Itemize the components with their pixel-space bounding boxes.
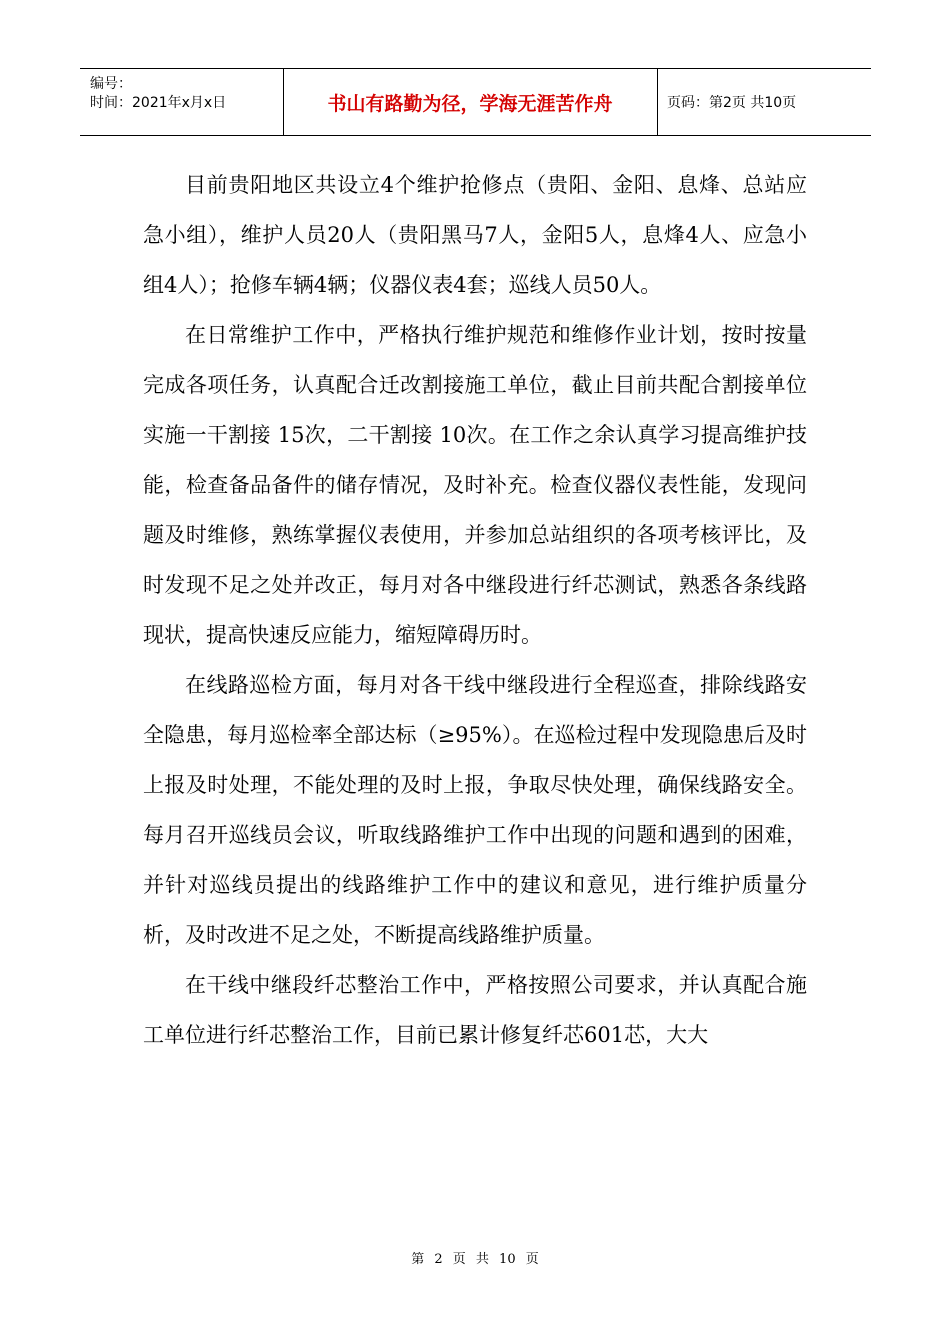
- page-header: [80, 68, 871, 136]
- paragraph: 在日常维护工作中，严格执行维护规范和维修作业计划，按时按量完成各项任务，认真配合迁改割接施工单位，截止目前共配合割接单位实施一干割接 15次，二干割接 10次。在工作之余认真学习提高维护技能，检查备品备件的储存情况，及时补充。检查仪器仪表性能，发现问题及时维修，熟练掌握仪表使用，并参加总站组织的各项考核评比，及时发现不足之处并改正，每月对各中继段进行纤芯测试，熟悉各条线路现状，提高快速反应能力，缩短障碍历时。: [143, 323, 807, 647]
- header-page-code: 页码：第2页 共10页: [667, 95, 797, 111]
- serial-number-label: 编号：: [90, 76, 132, 92]
- paragraph: 目前贵阳地区共设立4个维护抢修点（贵阳、金阳、息烽、总站应急小组），维护人员20人（贵阳黑马7人，金阳5人，息烽4人、应急小组4人）；抢修车辆4辆；仪器仪表4套；巡线人员50人。: [143, 173, 807, 297]
- header-divider: [657, 69, 658, 135]
- header-meta: [90, 75, 226, 113]
- page-footer: 第 2 页 共 10 页: [411, 1252, 539, 1267]
- header-motto: 书山有路勤为径，学海无涯苦作舟: [327, 92, 613, 115]
- document-body: [143, 160, 807, 1060]
- paragraph: 在干线中继段纤芯整治工作中，严格按照公司要求，并认真配合施工单位进行纤芯整治工作，目前已累计修复纤芯601芯，大大: [143, 973, 807, 1047]
- paragraph: 在线路巡检方面，每月对各干线中继段进行全程巡查，排除线路安全隐患，每月巡检率全部达标（≥95%）。在巡检过程中发现隐患后及时上报及时处理，不能处理的及时上报，争取尽快处理，确保线路安全。每月召开巡线员会议，听取线路维护工作中出现的问题和遇到的困难，并针对巡线员提出的线路维护工作中的建议和意见，进行维护质量分析，及时改进不足之处，不断提高线路维护质量。: [143, 673, 807, 947]
- date-label: 时间：2021年x月x日: [90, 95, 227, 111]
